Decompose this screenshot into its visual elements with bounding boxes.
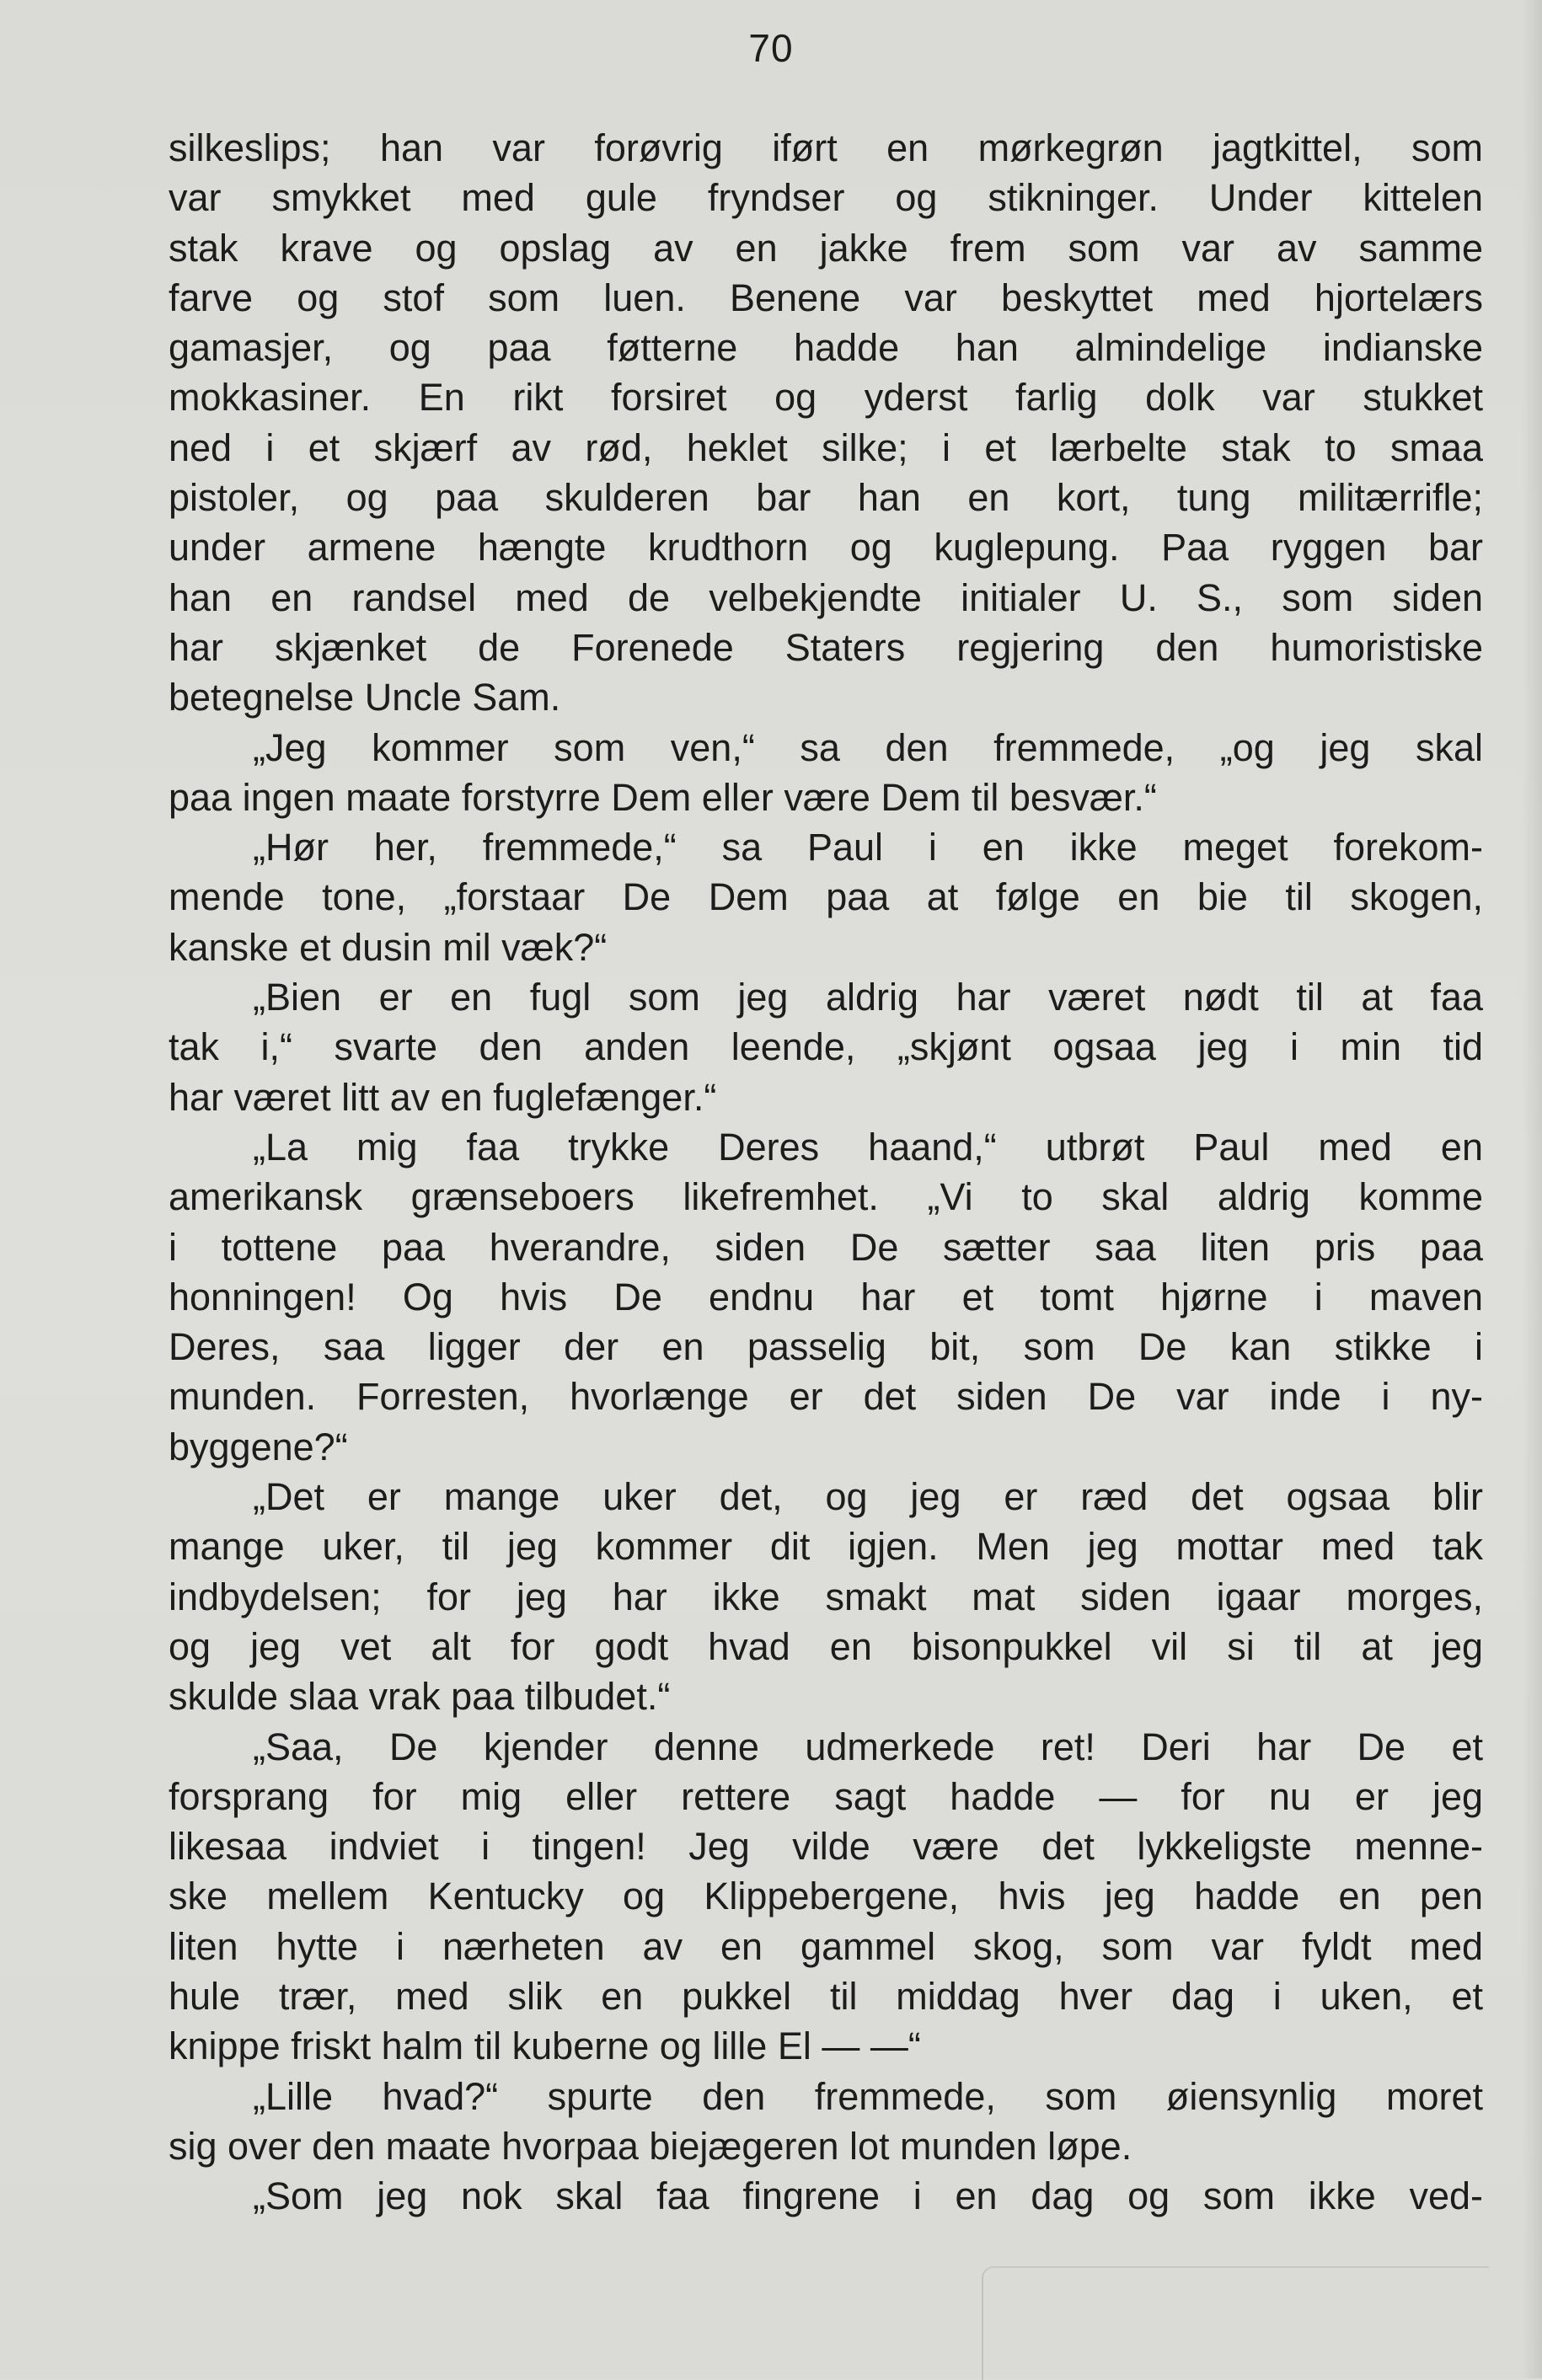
text-line: skulde slaa vrak paa tilbudet.“	[169, 1675, 671, 1719]
text-line: gamasjer, og paa føtterne hadde han almindelige indianske	[169, 326, 1483, 370]
text-line: „Det er mange uker det, og jeg er ræd det ogsaa blir	[253, 1475, 1483, 1519]
text-line: han en randsel med de velbekjendte initialer U. S., som siden	[169, 575, 1483, 619]
text-line: pistoler, og paa skulderen bar han en kort, tung militærrifle;	[169, 476, 1483, 520]
text-line: indbydelsen; for jeg har ikke smakt mat siden igaar morges,	[169, 1575, 1483, 1618]
text-line: „Jeg kommer som ven,“ sa den fremmede, „og jeg skal	[253, 725, 1483, 769]
text-line: amerikansk grænseboers likefremhet. „Vi to skal aldrig komme	[169, 1175, 1483, 1219]
text-line: mokkasiner. En rikt forsiret og yderst farlig dolk var stukket	[169, 376, 1483, 420]
page-number: 70	[748, 26, 794, 70]
text-line: „Saa, De kjender denne udmerkede ret! Deri har De et	[253, 1725, 1483, 1768]
text-line: ned i et skjærf av rød, heklet silke; i et lærbelte stak to smaa	[169, 425, 1483, 469]
text-line: tak i,“ svarte den anden leende, „skjønt ogsaa jeg i min tid	[169, 1025, 1483, 1069]
text-line: hule trær, med slik en pukkel til middag hver dag i uken, et	[169, 1974, 1483, 2018]
text-line: i tottene paa hverandre, siden De sætter saa liten pris paa	[169, 1225, 1483, 1269]
text-line: „Bien er en fugl som jeg aldrig har været nødt til at faa	[253, 976, 1483, 1019]
text-line: honningen! Og hvis De endnu har et tomt hjørne i maven	[169, 1275, 1483, 1318]
text-line: betegnelse Uncle Sam.	[169, 676, 561, 719]
text-line: paa ingen maate forstyrre Dem eller være Dem til besvær.“	[169, 775, 1157, 819]
text-line: sig over den maate hvorpaa biejægeren lot munden løpe.	[169, 2124, 1132, 2168]
page-corner-shadow	[982, 2266, 1489, 2380]
body-text	[169, 123, 1483, 2221]
text-line: mange uker, til jeg kommer dit igjen. Men jeg mottar med tak	[169, 1525, 1483, 1569]
text-line: har skjænket de Forenede Staters regjering den humoristiske	[169, 625, 1483, 669]
text-line: byggene?“	[169, 1425, 348, 1468]
text-line: mende tone, „forstaar De Dem paa at følge en bie til skogen,	[169, 875, 1483, 919]
page-edge-shadow	[1522, 0, 1542, 2378]
text-line: ske mellem Kentucky og Klippebergene, hvis jeg hadde en pen	[169, 1875, 1483, 1918]
text-line: var smykket med gule fryndser og stikninger. Under kittelen	[169, 176, 1483, 220]
text-line: forsprang for mig eller rettere sagt hadde — for nu er jeg	[169, 1774, 1483, 1818]
text-line: „Som jeg nok skal faa fingrene i en dag og som ikke ved-	[253, 2174, 1483, 2218]
text-line: under armene hængte krudthorn og kuglepung. Paa ryggen bar	[169, 526, 1483, 570]
text-line: kanske et dusin mil væk?“	[169, 925, 608, 969]
text-line: Deres, saa ligger der en passelig bit, som De kan stikke i	[169, 1325, 1483, 1369]
text-line: munden. Forresten, hvorlænge er det siden De var inde i ny-	[169, 1375, 1483, 1419]
text-line: silkeslips; han var forøvrig iført en mørkegrøn jagtkittel, som	[169, 126, 1483, 169]
text-line: farve og stof som luen. Benene var beskyttet med hjortelærs	[169, 275, 1483, 319]
text-line: stak krave og opslag av en jakke frem som var av samme	[169, 226, 1483, 270]
text-line: likesaa indviet i tingen! Jeg vilde være det lykkeligste menne-	[169, 1825, 1483, 1869]
text-line: „Hør her, fremmede,“ sa Paul i en ikke meget forekom-	[253, 826, 1483, 869]
text-line: „La mig faa trykke Deres haand,“ utbrøt Paul med en	[253, 1125, 1483, 1169]
text-line: knippe friskt halm til kuberne og lille El — —“	[169, 2024, 921, 2068]
text-line: liten hytte i nærheten av en gammel skog, som var fyldt med	[169, 1924, 1483, 1968]
text-line: har været litt av en fuglefænger.“	[169, 1075, 717, 1119]
text-line: „Lille hvad?“ spurte den fremmede, som øiensynlig moret	[253, 2074, 1483, 2118]
text-line: og jeg vet alt for godt hvad en bisonpukkel vil si til at jeg	[169, 1624, 1483, 1668]
